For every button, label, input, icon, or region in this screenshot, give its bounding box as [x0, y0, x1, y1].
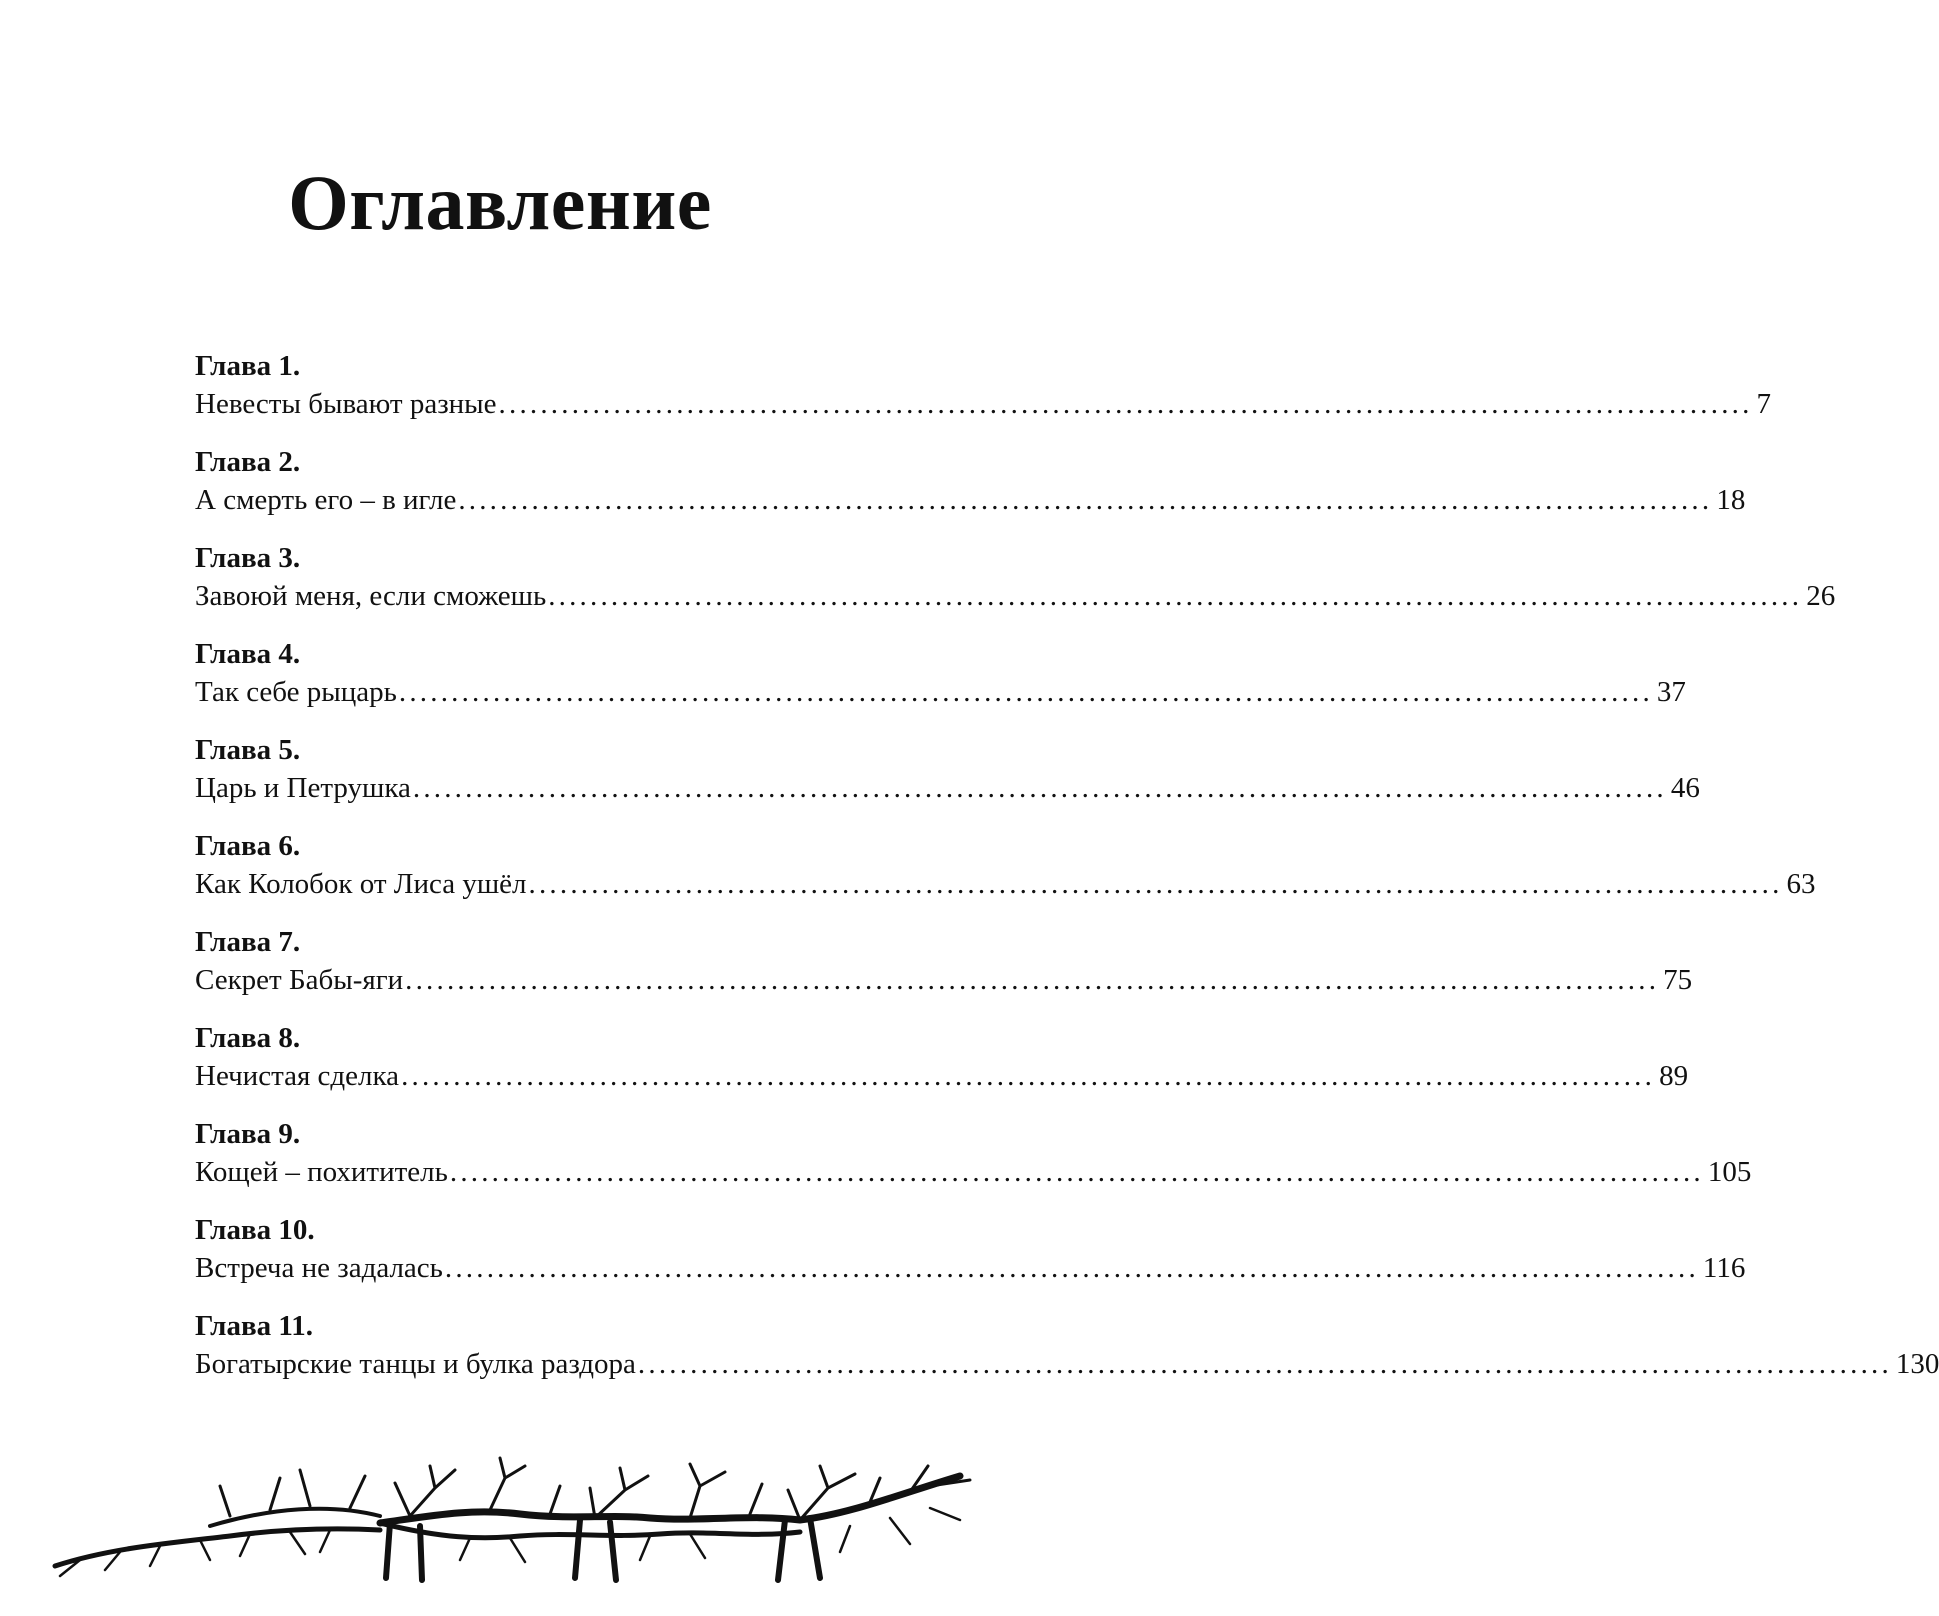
chapter-label: Глава 10.	[195, 1214, 315, 1246]
chapter-title: А смерть его – в игле	[195, 484, 457, 516]
dot-leader: ........................................................................................................................	[405, 964, 1660, 996]
chapter-line	[195, 482, 1746, 518]
toc-entry-3[interactable]	[195, 540, 1836, 636]
toc-entry-11[interactable]	[195, 1308, 1939, 1404]
chapter-title: Нечистая сделка	[195, 1060, 400, 1092]
chapter-title: Так себе рыцарь	[195, 676, 397, 708]
chapter-title: Невесты бывают разные	[195, 388, 497, 420]
dot-leader: ........................................................................................................................	[458, 484, 1713, 516]
chapter-label: Глава 11.	[195, 1310, 314, 1342]
chapter-line	[195, 866, 1816, 902]
chapter-title: Как Колобок от Лиса ушёл	[195, 868, 527, 900]
toc-entry-7[interactable]	[195, 924, 1693, 1020]
chapter-line	[195, 1250, 1746, 1286]
dot-leader: ........................................................................................................................	[398, 676, 1653, 708]
page-number: 75	[1663, 964, 1693, 996]
dot-leader: ........................................................................................................................	[548, 580, 1803, 612]
chapter-label: Глава 4.	[195, 638, 301, 670]
chapter-line	[195, 386, 1772, 422]
chapter-line	[195, 1058, 1689, 1094]
branches-ornament-icon	[50, 1448, 980, 1588]
chapter-line	[195, 674, 1686, 710]
chapter-title: Секрет Бабы-яги	[195, 964, 404, 996]
chapter-line	[195, 578, 1836, 614]
page-number: 37	[1656, 676, 1686, 708]
toc-entry-6[interactable]	[195, 828, 1816, 924]
toc-entry-10[interactable]	[195, 1212, 1746, 1308]
page-title: Оглавление	[288, 159, 712, 246]
dot-leader: ........................................................................................................................	[401, 1060, 1656, 1092]
dot-leader: ........................................................................................................................	[444, 1252, 1699, 1284]
page-number: 89	[1659, 1060, 1689, 1092]
page-number: 130	[1895, 1348, 1939, 1380]
toc-entry-4[interactable]	[195, 636, 1686, 732]
chapter-title: Царь и Петрушка	[195, 772, 411, 804]
chapter-label: Глава 6.	[195, 830, 301, 862]
dot-leader: ........................................................................................................................	[637, 1348, 1892, 1380]
toc-entry-5[interactable]	[195, 732, 1700, 828]
toc-entry-9[interactable]	[195, 1116, 1752, 1212]
chapter-line	[195, 770, 1700, 806]
toc-entry-1[interactable]	[195, 348, 1772, 444]
page-number: 7	[1756, 388, 1772, 420]
chapter-label: Глава 1.	[195, 350, 301, 382]
page-number: 46	[1670, 772, 1700, 804]
dot-leader: ........................................................................................................................	[498, 388, 1753, 420]
chapter-label: Глава 8.	[195, 1022, 301, 1054]
chapter-label: Глава 2.	[195, 446, 301, 478]
chapter-line	[195, 1346, 1939, 1382]
dot-leader: ........................................................................................................................	[528, 868, 1783, 900]
chapter-label: Глава 7.	[195, 926, 301, 958]
chapter-title: Кощей – похититель	[195, 1156, 448, 1188]
toc-entry-8[interactable]	[195, 1020, 1689, 1116]
page-number: 105	[1707, 1156, 1752, 1188]
chapter-label: Глава 9.	[195, 1118, 301, 1150]
chapter-label: Глава 3.	[195, 542, 301, 574]
chapter-title: Завоюй меня, если сможешь	[195, 580, 547, 612]
page-number: 18	[1716, 484, 1746, 516]
dot-leader: ........................................................................................................................	[449, 1156, 1704, 1188]
page-number: 116	[1702, 1252, 1746, 1284]
chapter-line	[195, 1154, 1752, 1190]
page-number: 26	[1806, 580, 1836, 612]
chapter-title: Встреча не задалась	[195, 1252, 443, 1284]
table-of-contents	[195, 348, 1939, 1404]
toc-entry-2[interactable]	[195, 444, 1746, 540]
chapter-title: Богатырские танцы и булка раздора	[195, 1348, 636, 1380]
chapter-label: Глава 5.	[195, 734, 301, 766]
page-number: 63	[1786, 868, 1816, 900]
chapter-line	[195, 962, 1693, 998]
dot-leader: ........................................................................................................................	[412, 772, 1667, 804]
